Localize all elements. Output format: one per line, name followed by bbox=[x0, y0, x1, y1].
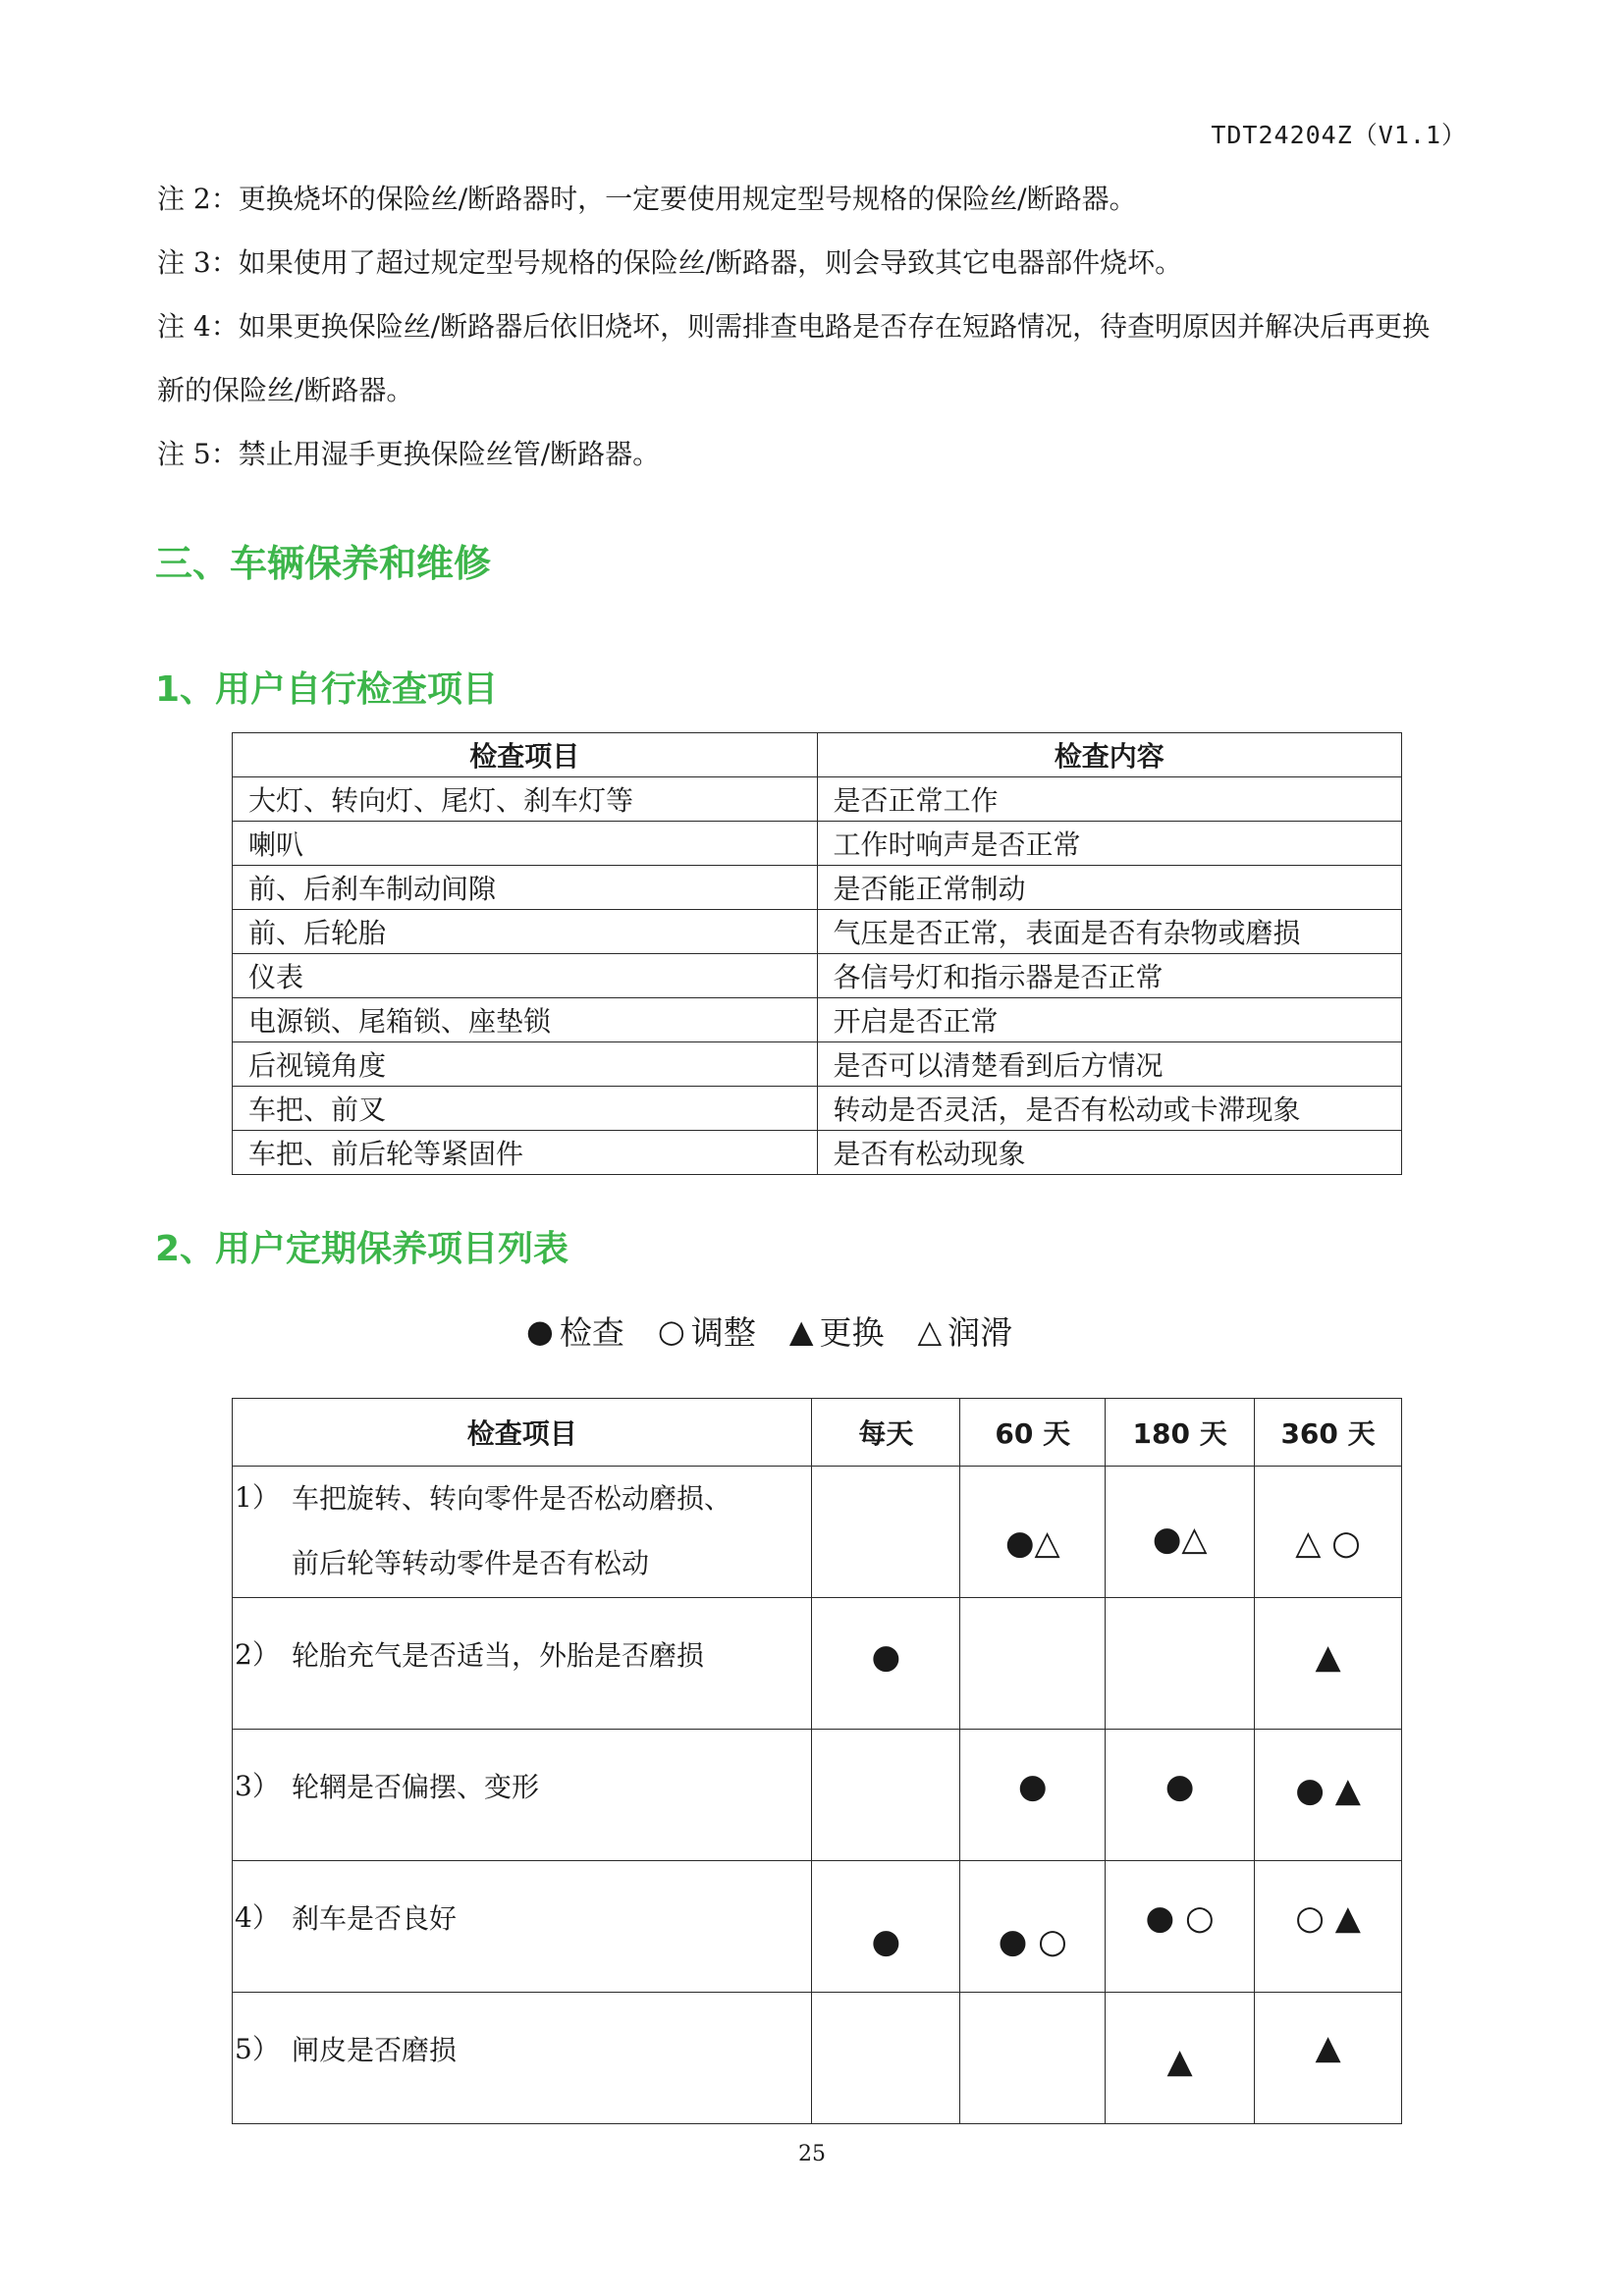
check-content: 是否可以清楚看到后方情况 bbox=[817, 1042, 1402, 1087]
header-60-days: 60 天 bbox=[960, 1399, 1106, 1467]
check-content: 气压是否正常，表面是否有杂物或磨损 bbox=[817, 910, 1402, 954]
check-content: 开启是否正常 bbox=[817, 998, 1402, 1042]
daily-mark: ● bbox=[812, 1598, 960, 1730]
header-360-days: 360 天 bbox=[1255, 1399, 1402, 1467]
table-row bbox=[233, 1993, 1402, 2124]
note-4: 注 4：如果更换保险丝/断路器后依旧烧坏，则需排查电路是否存在短路情况，待查明原因并解决后再更换 bbox=[157, 310, 1431, 343]
item-number: 3） bbox=[235, 1770, 280, 1802]
day360-mark: ▲ bbox=[1255, 1598, 1402, 1730]
maintenance-item bbox=[233, 1993, 812, 2124]
check-item: 电源锁、尾箱锁、座垫锁 bbox=[233, 998, 818, 1042]
header-check-item: 检查项目 bbox=[233, 733, 818, 777]
day180-mark: ●△ bbox=[1106, 1467, 1255, 1598]
day360-mark: ● ▲ bbox=[1255, 1730, 1402, 1861]
table-row bbox=[233, 1131, 1402, 1175]
maintenance-item bbox=[233, 1598, 812, 1730]
filled-circle-icon: ● bbox=[526, 1311, 554, 1350]
table-row bbox=[233, 1730, 1402, 1861]
day60-mark: ● bbox=[960, 1730, 1106, 1861]
header-180-days: 180 天 bbox=[1106, 1399, 1255, 1467]
note-2: 注 2：更换烧坏的保险丝/断路器时，一定要使用规定型号规格的保险丝/断路器。 bbox=[157, 183, 1137, 215]
legend-item-adjust bbox=[658, 1308, 756, 1354]
check-item: 仪表 bbox=[233, 954, 818, 998]
page-number: 25 bbox=[798, 2142, 826, 2166]
table-row bbox=[233, 822, 1402, 866]
check-content: 是否有松动现象 bbox=[817, 1131, 1402, 1175]
daily-mark: ● bbox=[812, 1861, 960, 1993]
table-row bbox=[233, 910, 1402, 954]
document-id: TDT24204Z（V1.1） bbox=[1211, 121, 1467, 149]
item-text-line: 轮辋是否偏摆、变形 bbox=[292, 1771, 540, 1803]
note-5: 注 5：禁止用湿手更换保险丝管/断路器。 bbox=[157, 438, 661, 470]
table-header-row bbox=[233, 733, 1402, 777]
table-row bbox=[233, 1087, 1402, 1131]
table-row bbox=[233, 866, 1402, 910]
note-4-continued: 新的保险丝/断路器。 bbox=[157, 374, 414, 406]
item-text-line: 车把旋转、转向零件是否松动磨损、 bbox=[292, 1482, 732, 1515]
header-check-item: 检查项目 bbox=[233, 1399, 812, 1467]
day360-mark: △ ○ bbox=[1255, 1467, 1402, 1598]
subsection-title-maintenance: 2、用户定期保养项目列表 bbox=[155, 1229, 569, 1269]
check-content: 各信号灯和指示器是否正常 bbox=[817, 954, 1402, 998]
check-item: 前、后轮胎 bbox=[233, 910, 818, 954]
header-daily: 每天 bbox=[812, 1399, 960, 1467]
day180-mark: ● bbox=[1106, 1730, 1255, 1861]
item-number: 2） bbox=[235, 1638, 280, 1671]
symbol-legend bbox=[526, 1308, 1012, 1354]
legend-label: 更换 bbox=[819, 1313, 885, 1352]
day180-mark bbox=[1106, 1598, 1255, 1730]
maintenance-schedule-table bbox=[232, 1398, 1402, 2124]
subsection-title-self-check: 1、用户自行检查项目 bbox=[155, 669, 499, 710]
item-number: 5） bbox=[235, 2033, 280, 2065]
table-header-row bbox=[233, 1399, 1402, 1467]
day360-mark: ○ ▲ bbox=[1255, 1861, 1402, 1993]
self-check-table bbox=[232, 732, 1402, 1175]
maintenance-item bbox=[233, 1861, 812, 1993]
day60-mark bbox=[960, 1598, 1106, 1730]
day60-mark: ●△ bbox=[960, 1467, 1106, 1598]
check-item: 前、后刹车制动间隙 bbox=[233, 866, 818, 910]
legend-item-replace bbox=[789, 1308, 885, 1354]
check-content: 转动是否灵活，是否有松动或卡滞现象 bbox=[817, 1087, 1402, 1131]
item-text-line: 刹车是否良好 bbox=[292, 1902, 458, 1935]
item-text-line: 闸皮是否磨损 bbox=[292, 2034, 458, 2066]
day360-mark: ▲ bbox=[1255, 1993, 1402, 2124]
daily-mark bbox=[812, 1993, 960, 2124]
check-content: 工作时响声是否正常 bbox=[817, 822, 1402, 866]
item-text-line: 轮胎充气是否适当，外胎是否磨损 bbox=[292, 1639, 705, 1672]
legend-item-check bbox=[526, 1308, 624, 1354]
check-item: 车把、前后轮等紧固件 bbox=[233, 1131, 818, 1175]
open-circle-icon: ○ bbox=[657, 1311, 685, 1350]
check-content: 是否正常工作 bbox=[817, 777, 1402, 822]
item-number: 4） bbox=[235, 1901, 280, 1934]
legend-label: 检查 bbox=[559, 1313, 624, 1352]
table-row bbox=[233, 1861, 1402, 1993]
check-item: 车把、前叉 bbox=[233, 1087, 818, 1131]
daily-mark bbox=[812, 1730, 960, 1861]
day60-mark: ● ○ bbox=[960, 1861, 1106, 1993]
legend-label: 润滑 bbox=[947, 1313, 1013, 1352]
day60-mark bbox=[960, 1993, 1106, 2124]
table-row bbox=[233, 1042, 1402, 1087]
table-row bbox=[233, 1467, 1402, 1598]
table-row bbox=[233, 954, 1402, 998]
daily-mark bbox=[812, 1467, 960, 1598]
note-3: 注 3：如果使用了超过规定型号规格的保险丝/断路器，则会导致其它电器部件烧坏。 bbox=[157, 246, 1183, 279]
open-triangle-icon: △ bbox=[917, 1311, 943, 1350]
day180-mark: ● ○ bbox=[1106, 1861, 1255, 1993]
check-item: 喇叭 bbox=[233, 822, 818, 866]
notes-block bbox=[157, 167, 1483, 486]
maintenance-item bbox=[233, 1730, 812, 1861]
table-row bbox=[233, 777, 1402, 822]
legend-label: 调整 bbox=[690, 1313, 756, 1352]
check-content: 是否能正常制动 bbox=[817, 866, 1402, 910]
item-number: 1） bbox=[235, 1481, 280, 1514]
maintenance-item bbox=[233, 1467, 812, 1598]
filled-triangle-icon: ▲ bbox=[788, 1311, 814, 1350]
header-check-content: 检查内容 bbox=[817, 733, 1402, 777]
legend-item-lubricate bbox=[917, 1308, 1012, 1354]
table-row bbox=[233, 998, 1402, 1042]
day180-mark: ▲ bbox=[1106, 1993, 1255, 2124]
section-title: 三、车辆保养和维修 bbox=[155, 542, 492, 585]
item-text-line: 前后轮等转动零件是否有松动 bbox=[292, 1547, 650, 1579]
check-item: 后视镜角度 bbox=[233, 1042, 818, 1087]
check-item: 大灯、转向灯、尾灯、刹车灯等 bbox=[233, 777, 818, 822]
table-row bbox=[233, 1598, 1402, 1730]
